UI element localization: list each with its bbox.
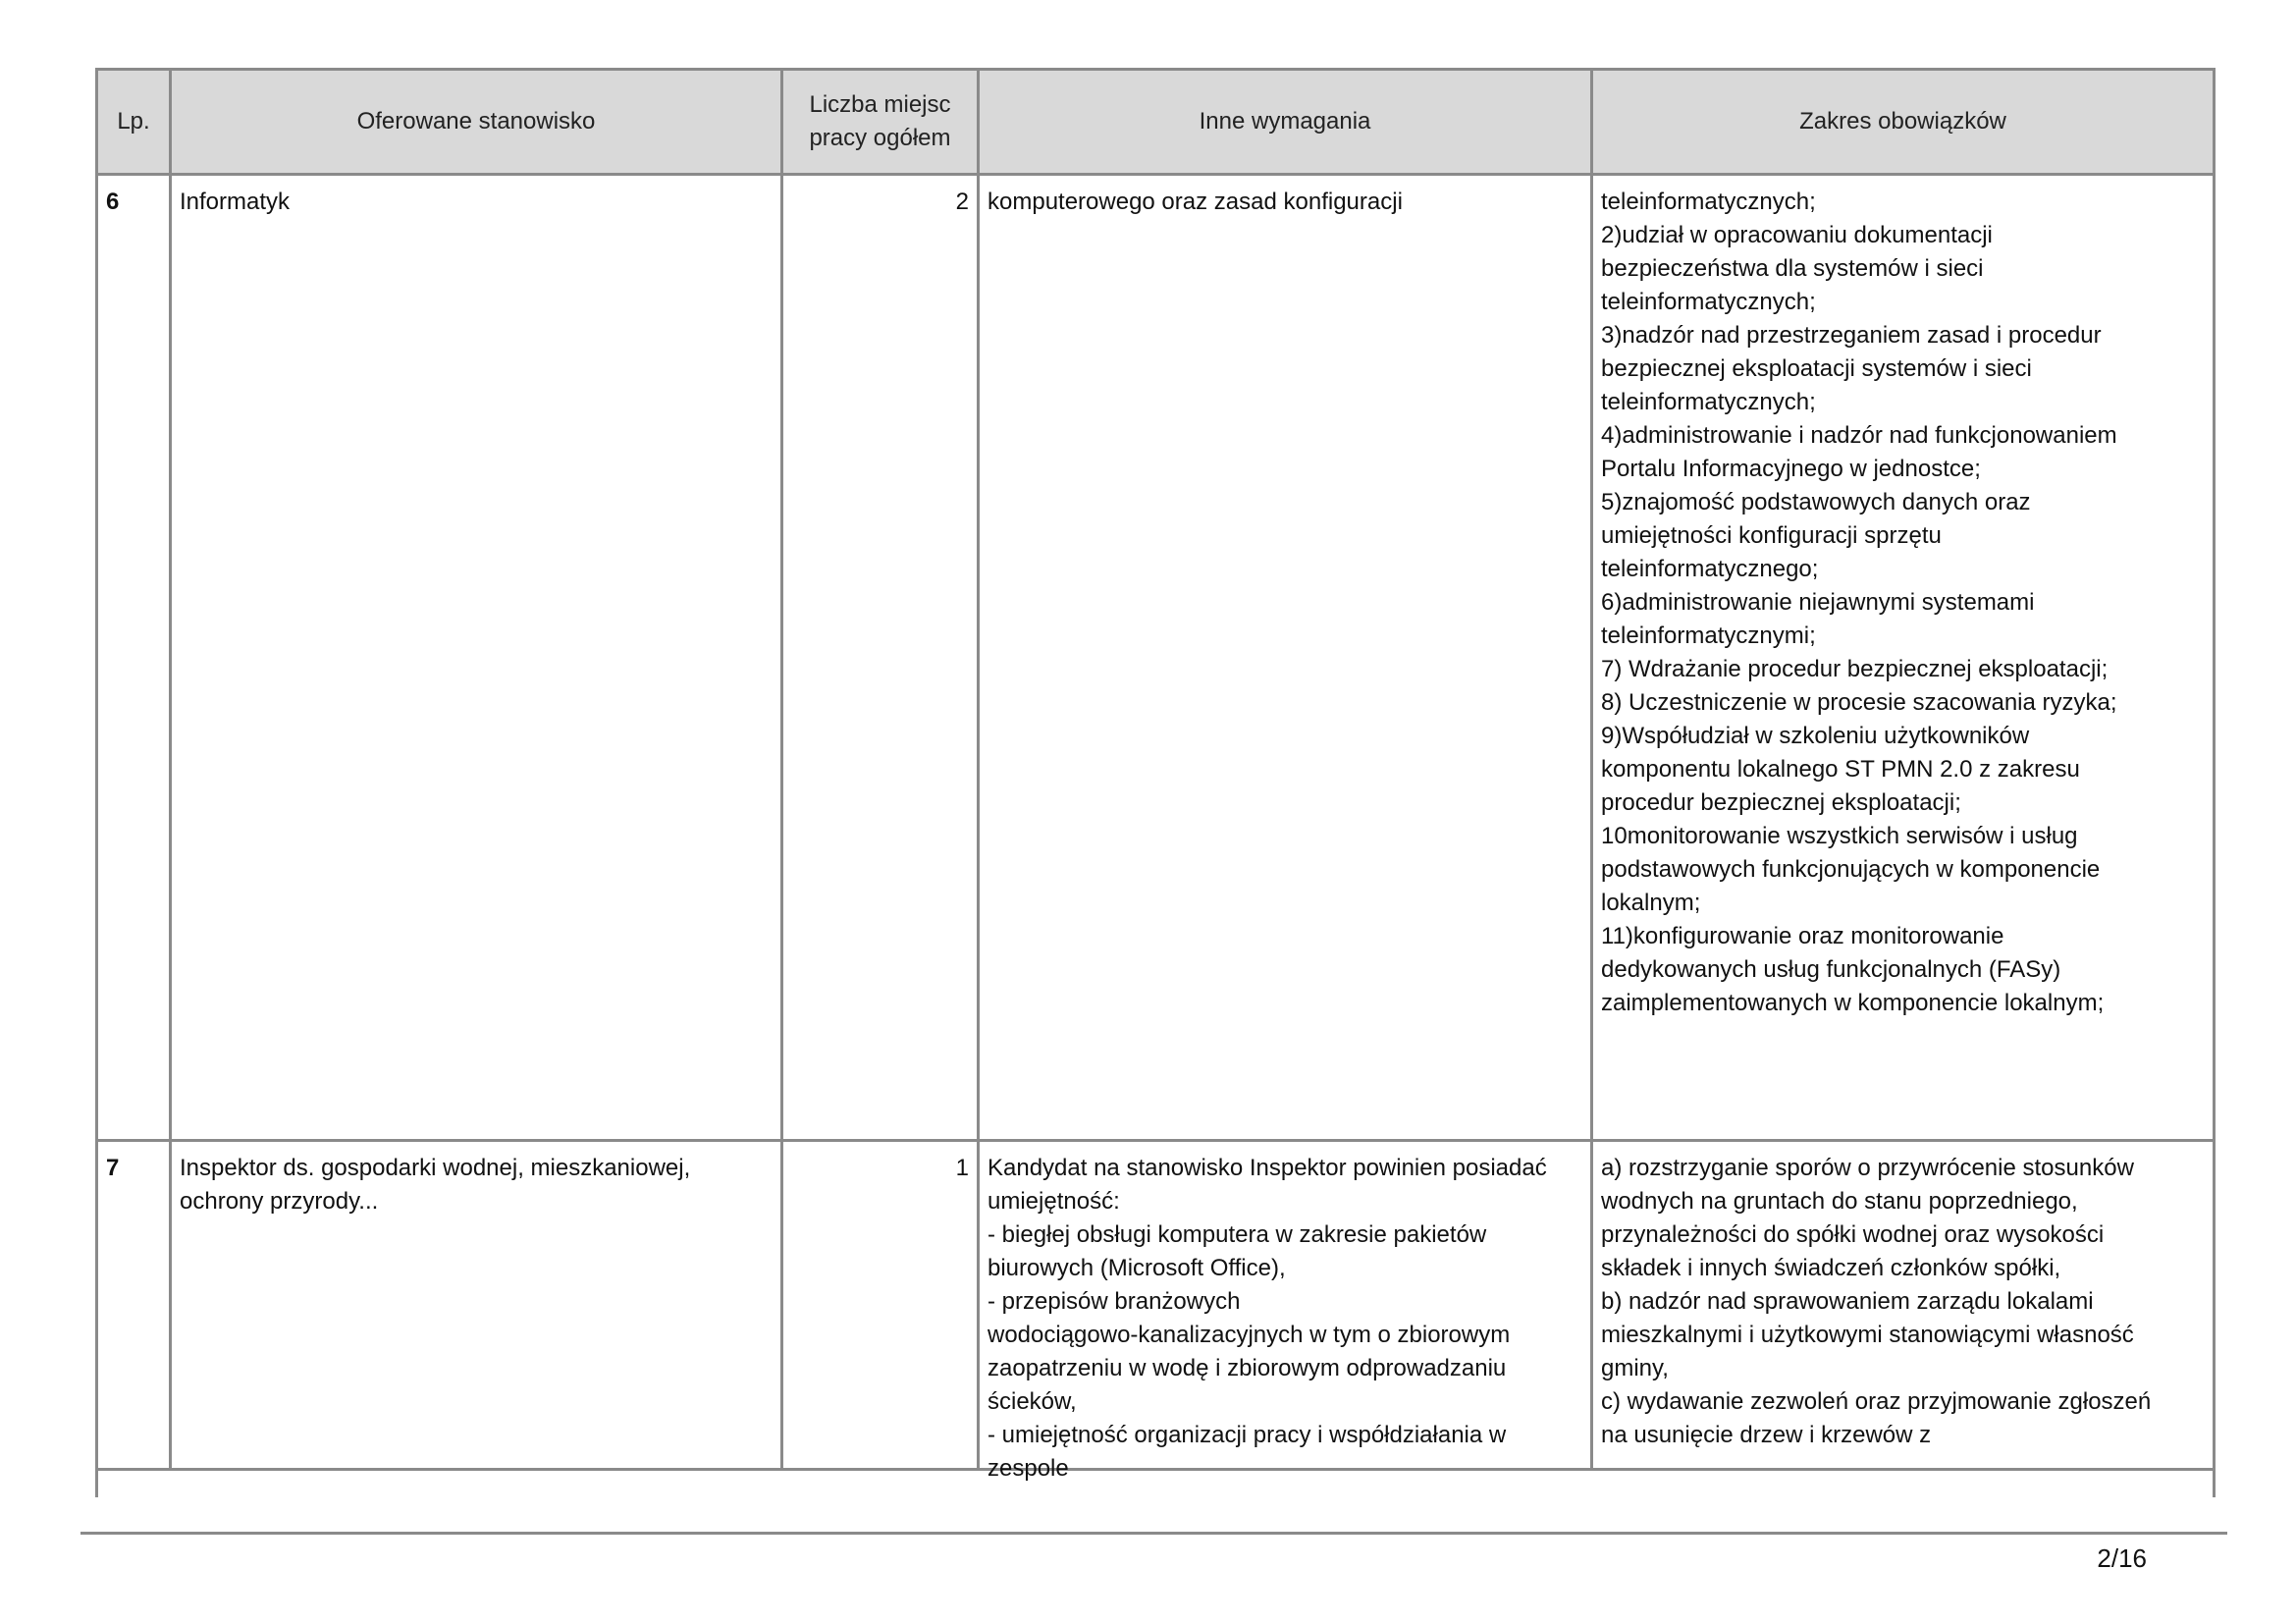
header-count: Liczba miejsc pracy ogółem — [782, 70, 979, 175]
row-position: Informatyk — [180, 189, 291, 215]
cell-position — [171, 175, 782, 1141]
job-offers-table — [95, 68, 2216, 1497]
row-lp: 6 — [106, 189, 120, 215]
row-count: 1 — [955, 1155, 969, 1181]
table-row-empty — [97, 1470, 2215, 1498]
row-requirements: komputerowego oraz zasad konfiguracji — [988, 189, 1403, 215]
document-table-frame — [95, 68, 2213, 1497]
row-lp: 7 — [106, 1155, 120, 1181]
table-row — [97, 175, 2215, 1141]
header-duties: Zakres obowiązków — [1592, 70, 2215, 175]
cell-position — [171, 1141, 782, 1470]
header-lp: Lp. — [97, 70, 171, 175]
header-requirements: Inne wymagania — [979, 70, 1592, 175]
cell-requirements — [979, 1141, 1592, 1482]
cell-duties — [1592, 175, 2215, 1141]
row-duties: teleinformatycznych; 2)udział w opracowaniu dokumentacji bezpieczeństwa dla systemów i sieci teleinformatycznych; 3)nadzór nad przestrzeganiem zasad i procedur bezpiecznej eksploatacji systemów i sieci teleinformatycznych; 4)administrowanie i nadzór nad funkcjonowaniem Portalu Informacyjnego w jednostce; 5)znajomość podstawowych danych oraz umiejętności konfiguracji sprzętu teleinformatycznego; 6)administrowanie niejawnymi systemami teleinformatycznymi; 7) Wdrażanie procedur bezpiecznej eksploatacji; 8) Uczestniczenie w procesie szacowania ryzyka; 9)Współudział w szkoleniu użytkowników komponentu lokalnego ST PMN 2.0 z zakresu procedur bezpiecznej eksploatacji; 10monitorowanie wszystkich serwisów i usług podstawowych funkcjonujących w komponencie lokalnym; 11)konfigurowanie oraz monitorowanie dedykowanych usług funkcjonalnych (FASy) zaimplementowanych w komponencie lokalnym; — [1601, 189, 2117, 1016]
cell-duties — [1592, 1141, 2215, 1470]
table-row — [97, 1141, 2215, 1470]
header-position: Oferowane stanowisko — [171, 70, 782, 175]
cell-requirements — [979, 175, 1592, 1141]
page-number: 2/16 — [2097, 1543, 2147, 1573]
cell-count — [782, 1141, 979, 1470]
footer-divider — [80, 1532, 2227, 1535]
table-header-row — [97, 70, 2215, 175]
row-count: 2 — [955, 189, 969, 215]
cell-lp — [97, 1141, 171, 1470]
row-duties: a) rozstrzyganie sporów o przywrócenie stosunków wodnych na gruntach do stanu poprzedniego, przynależności do spółki wodnej oraz wysokości składek i innych świadczeń członków spółki, b) nadzór nad sprawowaniem zarządu lokalami mieszkalnymi i użytkowymi stanowiącymi własność gminy, c) wydawanie zezwoleń oraz przyjmowanie zgłoszeń na usunięcie drzew i krzewów z — [1601, 1155, 2152, 1448]
empty-continuation-cell — [97, 1470, 2215, 1498]
cell-lp — [97, 175, 171, 1141]
row-requirements: Kandydat na stanowisko Inspektor powinien posiadać umiejętność: - biegłej obsługi komputera w zakresie pakietów biurowych (Microsoft Office), - przepisów branżowych wodociągowo-kanalizacyjnych w tym o zbiorowym zaopatrzeniu w wodę i zbiorowym odprowadzaniu ścieków, - umiejętność organizacji pracy i współdziałania w zespole — [988, 1155, 1547, 1482]
cell-count — [782, 175, 979, 1141]
row-position: Inspektor ds. gospodarki wodnej, mieszkaniowej, ochrony przyrody... — [180, 1155, 691, 1215]
